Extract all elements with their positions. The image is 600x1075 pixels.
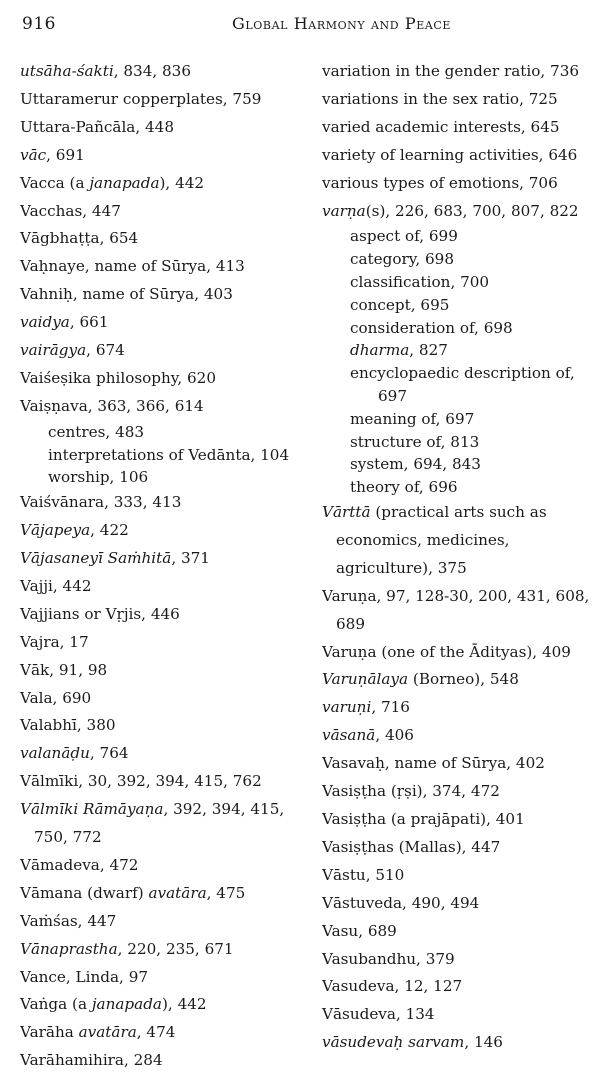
entry-text: varied academic interests, 645 <box>322 117 560 136</box>
entry-text: , 220, 235, 671 <box>117 939 234 958</box>
index-entry <box>20 225 310 253</box>
entry-line <box>20 489 310 517</box>
entry-line <box>20 740 310 768</box>
entry-text: Vaiṣṇava, 363, 366, 614 <box>20 396 204 415</box>
entry-line <box>20 198 310 226</box>
entry-text: Vacchas, 447 <box>20 201 121 220</box>
entry-text: Vasudeva, 12, 127 <box>322 977 463 996</box>
index-subentry <box>322 408 592 431</box>
entry-line <box>48 421 310 444</box>
entry-line <box>20 601 310 629</box>
entry-line <box>20 573 310 601</box>
entry-term-italic: varuṇi <box>322 698 372 717</box>
entry-line <box>20 991 310 1019</box>
entry-text: , 716 <box>371 698 410 717</box>
entry-line <box>20 796 310 824</box>
entry-term-italic: vaidya <box>20 313 70 332</box>
entry-line <box>20 253 310 281</box>
index-entry <box>322 973 592 1001</box>
entry-text: ), 442 <box>161 995 207 1014</box>
entry-line <box>350 271 592 294</box>
index-subentry <box>322 476 592 499</box>
entry-text: Vance, Linda, 97 <box>20 967 149 986</box>
entry-text: category, 698 <box>350 250 454 269</box>
entry-text: Vāstuveda, 490, 494 <box>322 893 480 912</box>
index-entry <box>20 198 310 226</box>
entry-continuation: 750, 772 <box>34 828 102 847</box>
index-subentry <box>322 362 592 408</box>
index-entry <box>20 86 310 114</box>
index-entry <box>322 639 592 667</box>
entry-text: , 474 <box>136 1023 176 1042</box>
entry-text: meaning of, 697 <box>350 409 475 428</box>
entry-line <box>322 834 592 862</box>
index-entry <box>322 750 592 778</box>
entry-line <box>20 768 310 796</box>
entry-line <box>48 444 310 467</box>
entry-line <box>322 862 592 890</box>
entry-line <box>322 86 592 114</box>
entry-term-italic: Vājasaneyī Saṁhitā <box>20 548 172 567</box>
entry-text: Vāsudeva, 134 <box>322 1005 435 1024</box>
entry-text: Vajra, 17 <box>20 632 89 651</box>
entry-text: , 422 <box>90 521 129 540</box>
index-entry <box>20 393 310 421</box>
index-entry <box>322 86 592 114</box>
index-entry <box>322 666 592 694</box>
entry-text: Vaiśvānara, 333, 413 <box>20 493 182 512</box>
index-entry <box>322 694 592 722</box>
entry-line <box>350 476 592 499</box>
entry-text: Vasu, 689 <box>322 921 397 940</box>
index-entry <box>20 657 310 685</box>
entry-text: , 371 <box>171 548 210 567</box>
entry-text: concept, 695 <box>350 295 450 314</box>
entry-text: , 475 <box>206 883 246 902</box>
index-entry <box>20 601 310 629</box>
entry-term-italic: Vājapeya <box>20 521 91 540</box>
entry-text: Vaṁśas, 447 <box>20 911 117 930</box>
page-number: 916 <box>22 14 56 34</box>
index-subentry <box>20 421 310 444</box>
entry-line <box>20 936 310 964</box>
entry-line <box>322 198 592 226</box>
index-entry <box>20 964 310 992</box>
entry-text: Vacca (a <box>20 173 90 192</box>
entry-line <box>20 58 310 86</box>
entry-text: centres, 483 <box>48 422 145 441</box>
entry-continuation: 697 <box>378 387 407 406</box>
entry-text: various types of emotions, 706 <box>322 173 558 192</box>
index-entry <box>20 740 310 768</box>
entry-text: Vāstu, 510 <box>322 865 405 884</box>
index-entry <box>20 768 310 796</box>
entry-term-italic: vāc <box>20 145 47 164</box>
entry-text: (s), 226, 683, 700, 807, 822 <box>365 201 579 220</box>
page-header <box>22 14 580 40</box>
index-subentry <box>20 466 310 489</box>
entry-line <box>322 1001 592 1029</box>
entry-line <box>20 337 310 365</box>
entry-line <box>322 778 592 806</box>
index-subentry <box>322 248 592 271</box>
entry-term-italic: Vānaprastha <box>20 939 118 958</box>
entry-text: Uttaramerur copperplates, 759 <box>20 89 262 108</box>
entry-text: Valabhī, 380 <box>20 716 116 735</box>
entry-text: system, 694, 843 <box>350 455 481 474</box>
entry-term-italic: avatāra <box>148 883 207 902</box>
entry-text: , 827 <box>409 341 448 360</box>
entry-line <box>20 365 310 393</box>
index-entry <box>322 1029 592 1057</box>
index-subentry <box>20 444 310 467</box>
entry-text: (Borneo), 548 <box>408 670 519 689</box>
entry-line <box>322 666 592 694</box>
entry-line <box>350 408 592 431</box>
index-entry <box>20 517 310 545</box>
entry-line <box>20 964 310 992</box>
entry-term-italic: vairāgya <box>20 341 87 360</box>
index-entry <box>20 1047 310 1075</box>
entry-term-italic: janapada <box>89 173 160 192</box>
entry-term-italic: Vārttā <box>322 503 371 521</box>
index-entry <box>20 365 310 393</box>
entry-line <box>322 142 592 170</box>
entry-text: , 691 <box>46 145 85 164</box>
entry-line <box>322 499 592 527</box>
entry-term-italic: utsāha-śakti <box>20 62 114 80</box>
entry-line <box>350 431 592 454</box>
entry-term-italic: vāsanā <box>322 726 376 745</box>
entry-text: variations in the sex ratio, 725 <box>322 89 558 108</box>
index-entry <box>20 573 310 601</box>
index-entry <box>322 862 592 890</box>
entry-text: Vala, 690 <box>20 688 92 707</box>
index-entry <box>322 890 592 918</box>
index-entry <box>322 806 592 834</box>
index-subentry <box>322 431 592 454</box>
index-subentry <box>322 339 592 362</box>
entry-line <box>350 453 592 476</box>
entry-line <box>350 225 592 248</box>
entry-text: Uttara-Pañcāla, 448 <box>20 117 174 136</box>
index-entry <box>322 499 592 583</box>
index-entry <box>322 114 592 142</box>
entry-text: Vasiṣṭha (a prajāpati), 401 <box>322 809 525 828</box>
index-entry <box>322 722 592 750</box>
entry-text: ), 442 <box>159 173 205 192</box>
entry-line <box>20 114 310 142</box>
entry-text: Vāgbhaṭṭa, 654 <box>20 229 139 248</box>
entry-text: interpretations of Vedānta, 104 <box>48 445 290 464</box>
entry-line <box>322 918 592 946</box>
entry-line <box>322 946 592 974</box>
entry-line <box>20 393 310 421</box>
entry-text: Vālmīki, 30, 392, 394, 415, 762 <box>20 772 262 791</box>
index-subentry <box>322 317 592 340</box>
index-entry <box>20 545 310 573</box>
entry-line <box>322 750 592 778</box>
index-entry <box>20 142 310 170</box>
entry-line <box>322 583 592 611</box>
entry-line <box>20 657 310 685</box>
index-entry <box>20 1019 310 1047</box>
index-entry <box>322 198 592 226</box>
entry-term-italic: vāsudevaḥ sarvam <box>322 1033 465 1052</box>
entry-term-italic: valanāḍu <box>20 744 90 763</box>
index-entry <box>322 58 592 86</box>
index-entry <box>322 834 592 862</box>
entry-text: Vajji, 442 <box>20 576 92 595</box>
index-entry <box>20 309 310 337</box>
entry-continuation: agriculture), 375 <box>336 558 467 577</box>
entry-line <box>350 294 592 317</box>
index-subentry <box>322 271 592 294</box>
entry-line <box>322 170 592 198</box>
entry-line <box>20 225 310 253</box>
entry-line <box>20 629 310 657</box>
entry-text: Vāmadeva, 472 <box>20 855 139 874</box>
entry-line <box>322 890 592 918</box>
index-entry <box>20 337 310 365</box>
index-entry <box>322 142 592 170</box>
entry-text: encyclopaedic description of, <box>350 364 575 383</box>
entry-line <box>20 852 310 880</box>
entry-line <box>20 685 310 713</box>
entry-line <box>20 281 310 309</box>
entry-text: , 661 <box>69 313 109 332</box>
entry-line <box>20 712 310 740</box>
entry-line <box>350 362 592 385</box>
entry-text: Vaḥnaye, name of Sūrya, 413 <box>20 257 245 276</box>
index-entry <box>20 281 310 309</box>
index-entry <box>20 852 310 880</box>
index-entry <box>20 712 310 740</box>
index-entry <box>20 629 310 657</box>
entry-text: , 406 <box>375 726 414 745</box>
index-entry <box>20 170 310 198</box>
entry-text: structure of, 813 <box>350 432 480 451</box>
index-entry <box>322 583 592 639</box>
entry-text: variation in the gender ratio, 736 <box>322 62 580 80</box>
entry-text: , 764 <box>89 744 129 763</box>
entry-line <box>20 1019 310 1047</box>
entry-text: Vahniḥ, name of Sūrya, 403 <box>20 285 233 304</box>
entry-text: aspect of, 699 <box>350 227 458 246</box>
entry-text: , 674 <box>86 341 125 360</box>
entry-line <box>322 58 592 86</box>
entry-line <box>20 170 310 198</box>
entry-text: Vasiṣṭhas (Mallas), 447 <box>322 837 501 856</box>
entry-line <box>322 1029 592 1057</box>
entry-text: classification, 700 <box>350 273 490 292</box>
entry-text: Vajjians or Vṛjis, 446 <box>20 604 180 623</box>
entry-text: Varāhamihira, 284 <box>20 1051 163 1070</box>
index-entry <box>322 170 592 198</box>
entry-line <box>20 880 310 908</box>
running-head: Global Harmony and Peace <box>232 14 452 33</box>
entry-term-italic: janapada <box>91 995 162 1014</box>
entry-text: Varuṇa, 97, 128-30, 200, 431, 608, <box>322 586 590 605</box>
entry-continuation: 689 <box>336 614 365 633</box>
entry-text: Vasubandhu, 379 <box>322 949 455 968</box>
index-entry <box>20 685 310 713</box>
entry-line <box>20 545 310 573</box>
index-column-left <box>20 58 310 1075</box>
entry-line <box>20 908 310 936</box>
entry-line <box>20 309 310 337</box>
entry-text: Vasiṣṭha (ṛṣi), 374, 472 <box>322 782 500 801</box>
entry-line <box>322 114 592 142</box>
index-column-right <box>322 58 592 1057</box>
index-entry <box>322 918 592 946</box>
entry-term-italic: avatāra <box>78 1023 137 1042</box>
entry-line <box>350 248 592 271</box>
entry-text: Vaṅga (a <box>20 995 92 1014</box>
index-entry <box>322 778 592 806</box>
entry-text: , 834, 836 <box>113 62 192 80</box>
entry-line <box>20 142 310 170</box>
entry-line <box>322 639 592 667</box>
entry-line <box>322 722 592 750</box>
entry-text: , 392, 394, 415, <box>163 800 285 819</box>
index-subentry <box>322 453 592 476</box>
entry-line <box>322 973 592 1001</box>
entry-line <box>20 86 310 114</box>
entry-text: Vasavaḥ, name of Sūrya, 402 <box>322 754 545 773</box>
entry-continuation: economics, medicines, <box>336 530 510 549</box>
index-entry <box>20 880 310 908</box>
entry-line <box>322 694 592 722</box>
entry-term-italic: dharma <box>350 341 410 360</box>
entry-line <box>350 317 592 340</box>
entry-term-italic: varṇa <box>322 201 366 220</box>
entry-term-italic: Vālmīki Rāmāyaṇa <box>20 800 164 819</box>
entry-text: Varāha <box>20 1023 79 1042</box>
index-entry <box>20 114 310 142</box>
entry-text: Varuṇa (one of the Ādityas), 409 <box>322 642 571 661</box>
entry-text: Vāk, 91, 98 <box>20 660 108 679</box>
entry-text: Vaiśeṣika philosophy, 620 <box>20 368 217 387</box>
index-entry <box>20 489 310 517</box>
entry-line <box>322 806 592 834</box>
index-entry <box>20 58 310 86</box>
entry-text: consideration of, 698 <box>350 318 513 337</box>
index-entry <box>20 991 310 1019</box>
entry-line <box>20 1047 310 1075</box>
index-subentry <box>322 294 592 317</box>
index-entry <box>322 946 592 974</box>
entry-text: , 146 <box>464 1033 503 1052</box>
entry-line <box>48 466 310 489</box>
entry-line <box>350 339 592 362</box>
entry-text: theory of, 696 <box>350 478 458 497</box>
entry-text: variety of learning activities, 646 <box>322 145 578 164</box>
index-entry <box>20 936 310 964</box>
entry-text: Vāmana (dwarf) <box>20 883 149 902</box>
index-entry <box>20 908 310 936</box>
entry-text: worship, 106 <box>48 468 149 487</box>
index-entry <box>20 253 310 281</box>
entry-line <box>20 517 310 545</box>
entry-term-italic: Varuṇālaya <box>322 670 409 689</box>
index-subentry <box>322 225 592 248</box>
entry-text: (practical arts such as <box>370 503 547 521</box>
index-entry <box>322 1001 592 1029</box>
index-entry <box>20 796 310 852</box>
